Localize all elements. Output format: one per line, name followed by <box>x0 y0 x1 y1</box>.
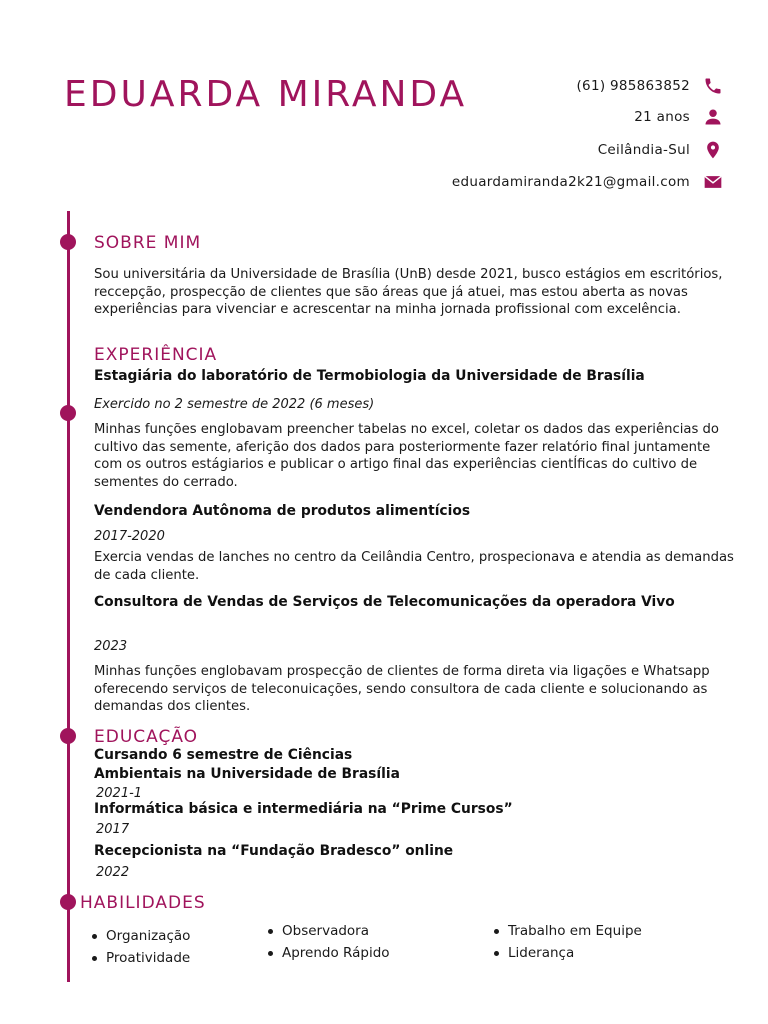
education-title-line1: Cursando 6 semestre de Ciências <box>94 747 353 763</box>
timeline-dot-experience <box>60 405 76 421</box>
skill-item: Observadora <box>266 920 390 942</box>
experience-description: Minhas funções englobavam prospecção de clientes de forma direta via ligações e Whatsapp oferecendo serviços de teleconuicações, sendo consultora de cada cliente e solucionando as demandas dos clientes. <box>94 664 710 715</box>
education-period: 2017 <box>96 822 130 837</box>
contact-phone <box>576 75 724 97</box>
phone-text: (61) 985863852 <box>576 78 690 94</box>
experience-period: 2017-2020 <box>94 529 165 544</box>
about-text: Sou universitária da Universidade de Brasília (UnB) desde 2021, busco estágios em escritórios, reccepção, prospecção de clientes que são áreas que já atuei, mas estou aberta as novas experiências para vivenciar e acrescentar na minha jornada profissional com excelência. <box>94 267 723 318</box>
email-text: eduardamiranda2k21@gmail.com <box>451 174 690 190</box>
candidate-name: EDUARDA MIRANDA <box>64 74 468 115</box>
education-period: 2021-1 <box>96 786 143 801</box>
skills-column-2 <box>266 920 390 964</box>
contact-email <box>452 171 724 193</box>
experience-period: 2023 <box>94 639 128 654</box>
skill-item: Proatividade <box>90 947 190 969</box>
experience-description: Minhas funções englobavam preencher tabelas no excel, coletar os dados das experiências do cultivo das semente, aferição dos dados para posteriormente fazer relatório final juntamente com os outros estágiarios e publicar o artigo final das experiências cientÍficas do cultivo de sementes do cerrado. <box>94 422 719 491</box>
contact-location <box>598 139 724 161</box>
contact-age <box>634 106 724 128</box>
person-icon <box>702 106 724 128</box>
location-pin-icon <box>702 139 724 161</box>
experience-title: Vendendora Autônoma de produtos alimentícios <box>94 503 471 519</box>
timeline-dot-education <box>60 728 76 744</box>
timeline-dot-about <box>60 234 76 250</box>
location-text: Ceilândia-Sul <box>597 142 690 158</box>
experience-heading: EXPERIÊNCIA <box>94 345 218 365</box>
about-heading: SOBRE MIM <box>94 233 202 253</box>
skills-heading: HABILIDADES <box>80 893 206 913</box>
experience-title: Estagiária do laboratório de Termobiologia da Universidade de Brasília <box>94 368 645 384</box>
skill-item: Trabalho em Equipe <box>492 920 642 942</box>
timeline-dot-skills <box>60 894 76 910</box>
skills-column-1 <box>90 925 190 969</box>
skill-item: Liderança <box>492 942 642 964</box>
education-title: Informática básica e intermediária na “Prime Cursos” <box>94 801 513 817</box>
phone-icon <box>702 75 724 97</box>
experience-period: Exercido no 2 semestre de 2022 (6 meses) <box>94 397 375 412</box>
education-title-line2: Ambientais na Universidade de Brasília <box>94 766 400 782</box>
age-text: 21 anos <box>634 109 690 125</box>
envelope-icon <box>702 171 724 193</box>
skill-item: Aprendo Rápido <box>266 942 390 964</box>
experience-title: Consultora de Vendas de Serviços de Telecomunicações da operadora Vivo <box>94 594 675 610</box>
experience-description: Exercia vendas de lanches no centro da Ceilândia Centro, prospecionava e atendia as demandas de cada cliente. <box>94 550 734 583</box>
timeline-line <box>67 211 70 982</box>
skill-item: Organização <box>90 925 190 947</box>
education-heading: EDUCAÇÃO <box>94 727 199 747</box>
education-title: Recepcionista na “Fundação Bradesco” online <box>94 843 454 859</box>
skills-column-3 <box>492 920 642 964</box>
education-period: 2022 <box>96 865 130 880</box>
